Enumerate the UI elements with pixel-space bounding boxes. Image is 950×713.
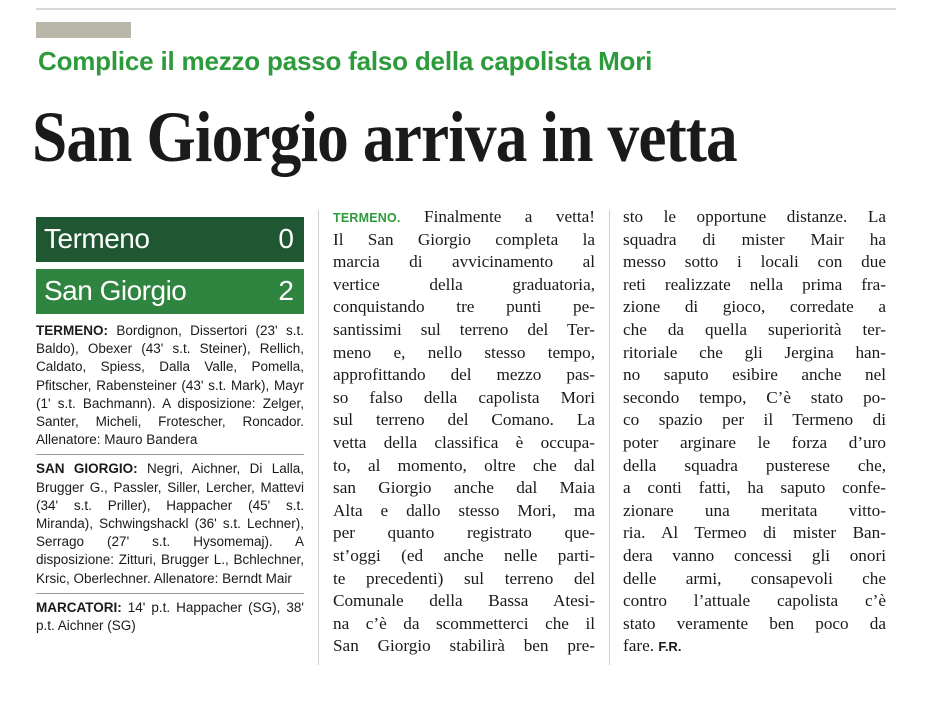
article-kicker: Complice il mezzo passo falso della capolista Mori <box>38 46 653 76</box>
article-body-column-1 <box>333 206 595 658</box>
body-line: to, al momento, oltre che dal <box>333 455 595 475</box>
score-row-away <box>36 269 304 314</box>
body-line: meno e, nello stesso tempo, <box>333 342 595 362</box>
top-divider <box>36 8 896 10</box>
match-report-sidebar <box>36 322 304 645</box>
body-line: delle armi, consapevoli che <box>623 568 886 588</box>
body-line: santissimi sul terreno del Ter- <box>333 319 595 339</box>
score-row-home <box>36 217 304 262</box>
column-divider <box>318 210 319 665</box>
body-line: a conti fatti, ha saputo confe- <box>623 478 886 498</box>
home-lineup <box>36 322 304 455</box>
body-line: stato veramente ben poco da <box>623 613 886 633</box>
body-line: conquistando tre punti pe- <box>333 297 595 317</box>
body-line: fare. F.R. <box>623 636 682 656</box>
body-line: Alta e dallo stesso Mori, ma <box>333 500 595 520</box>
body-line: per quanto registrato que- <box>333 523 595 543</box>
scorers-text: 14' p.t. Happacher (SG), 38' p.t. Aichner (SG) <box>36 599 304 634</box>
body-line: zionare una meritata vitto- <box>623 500 886 520</box>
home-team-goals: 0 <box>278 223 294 254</box>
scorers <box>36 599 304 640</box>
body-line: marcia di avvicinamento al <box>333 252 595 272</box>
body-line: co spazio per il Termeno di <box>623 410 886 430</box>
body-line: san Giorgio anche dal Maia <box>333 478 595 498</box>
body-line: reti realizzate nella prima fra- <box>623 274 886 294</box>
body-line: secondo tempo, C’è stato po- <box>623 387 886 407</box>
body-line: sto le opportune distanze. La <box>623 207 886 226</box>
body-line: poter arginare le forza d’uro <box>623 432 886 452</box>
body-line: contro l’attuale capolista c’è <box>623 591 886 611</box>
body-line: no saputo esibire anche nel <box>623 365 886 385</box>
body-line: squadra di mister Mair ha <box>623 229 886 249</box>
body-line: della squadra pusterese che, <box>623 455 886 475</box>
away-team-name: San Giorgio <box>44 275 187 306</box>
article-body-column-2 <box>623 206 886 658</box>
scorers-label: MARCATORI: <box>36 599 122 615</box>
away-lineup-label: SAN GIORGIO: <box>36 461 138 477</box>
home-lineup-label: TERMENO: <box>36 323 108 338</box>
author-signature: F.R. <box>658 639 682 655</box>
body-line: zione di gioco, corredate a <box>623 297 886 317</box>
body-line: sul terreno del Comano. La <box>333 410 595 430</box>
body-line: st’oggi (ed anche nelle parti- <box>333 545 595 565</box>
body-line: vertice della graduatoria, <box>333 274 595 294</box>
body-line: TERMENO. Finalmente a vetta! <box>333 207 595 226</box>
body-line: che da quella superiorità ter- <box>623 319 886 339</box>
body-line: Il San Giorgio completa la <box>333 229 595 249</box>
body-line: na c’è da scommetterci che il <box>333 613 595 633</box>
body-line: ritoriale che gli Jergina han- <box>623 342 886 362</box>
body-line: ria. Al Termeo di mister Ban- <box>623 523 886 543</box>
home-lineup-text: Bordignon, Dissertori (23' s.t. Baldo), Obexer (43' s.t. Steiner), Rellich, Caldato, Spiess, Dalla Valle, Pomella, Pfitscher, Rabensteiner (43' s.t. Mark), Mayr (1' s.t. Bachmann). A disposizione: Zelger, Santer, Micheli, Frotescher, Roncador. Allenatore: Mauro Bandera <box>36 323 304 448</box>
body-line: Comunale della Bassa Atesi- <box>333 591 595 611</box>
away-team-goals: 2 <box>278 275 294 306</box>
body-line: so falso della capolista Mori <box>333 387 595 407</box>
column-divider <box>609 210 610 665</box>
body-line: messo sotto i locali con due <box>623 252 886 272</box>
section-marker <box>36 22 131 38</box>
article-headline: San Giorgio arriva in vetta <box>32 97 737 177</box>
away-lineup <box>36 460 304 593</box>
body-line: vetta della classifica è occupa- <box>333 432 595 452</box>
dateline: TERMENO. <box>333 211 401 225</box>
home-team-name: Termeno <box>44 223 150 254</box>
away-lineup-text: Negri, Aichner, Di Lalla, Brugger G., Passler, Siller, Lercher, Mattevi (34' s.t. Priller), Happacher (45' s.t. Miranda), Schwingshackl (36' s.t. Lechner), Serrago (27' s.t. Hysomemaj). A disposizione: Zitturi, Brugger L., Bchlechner, Krsic, Oberlechner. Allenatore: Berndt Mair <box>36 461 304 586</box>
body-line: dera vanno concessi gli onori <box>623 545 886 565</box>
body-line: te precedenti) sul terreno del <box>333 568 595 588</box>
body-line: San Giorgio stabilirà ben pre- <box>333 636 595 656</box>
body-line: approfittando del mezzo pas- <box>333 365 595 385</box>
